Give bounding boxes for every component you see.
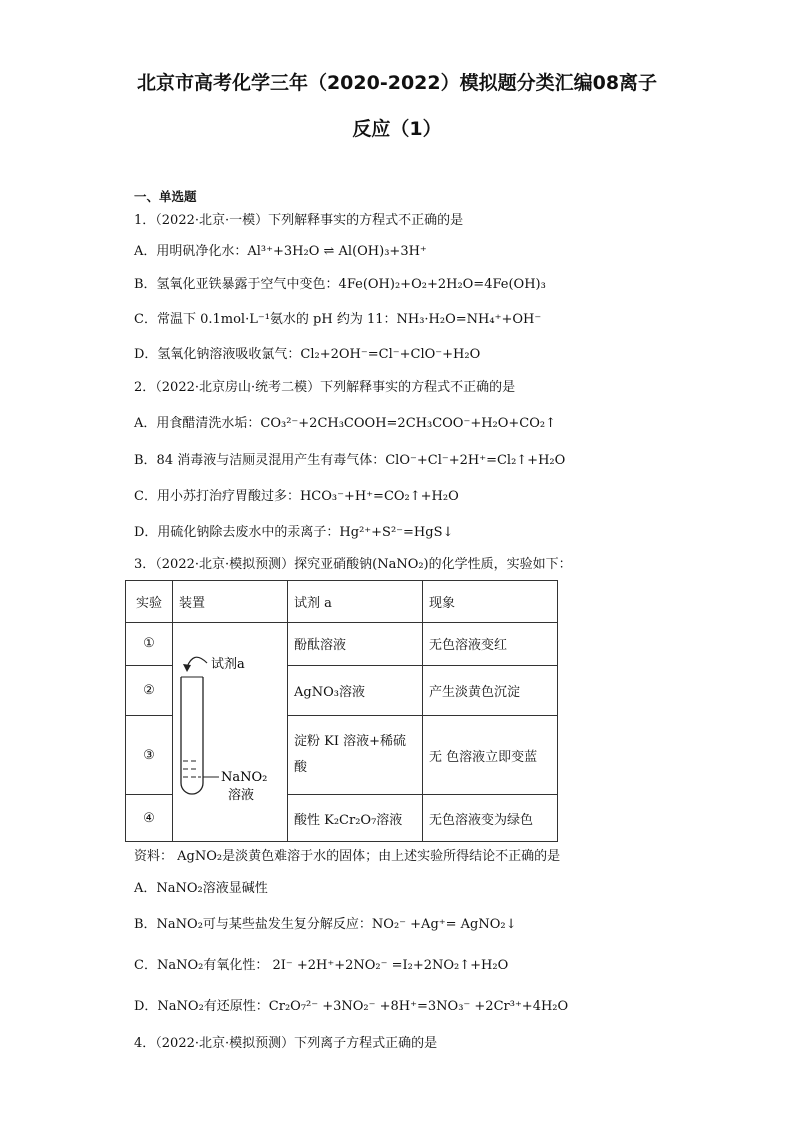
question-2-option-c: C．用小苏打治疗胃酸过多：HCO₃⁻+H⁺=CO₂↑+H₂O [134, 489, 459, 504]
header-cell: 实验 [126, 581, 173, 623]
header-cell: 试剂 a [288, 581, 423, 623]
question-1-option-d: D．氢氧化钠溶液吸收氯气：Cl₂+2OH⁻=Cl⁻+ClO⁻+H₂O [134, 347, 481, 362]
section-heading: 一、单选题 [134, 189, 197, 204]
solution-label-1: NaNO₂ [221, 770, 268, 785]
reagent-a-label: 试剂a [211, 657, 245, 672]
experiment-table [125, 580, 558, 842]
question-2-stem: 2．（2022·北京房山·统考二模）下列解释事实的方程式不正确的是 [134, 380, 516, 395]
question-3-option-b: B．NaNO₂可与某些盐发生复分解反应：NO₂⁻ +Ag⁺= AgNO₂↓ [134, 917, 517, 932]
reagent-cell: 淀粉 KI 溶液+稀硫酸 [288, 716, 423, 795]
solution-label-2: 溶液 [228, 788, 255, 803]
question-1-option-c: C．常温下 0.1mol·L⁻¹氨水的 pH 约为 11：NH₃·H₂O=NH₄⁺+OH⁻ [134, 312, 542, 327]
reagent-cell: 酚酞溶液 [288, 623, 423, 666]
question-2-option-a: A．用食醋清洗水垢：CO₃²⁻+2CH₃COOH=2CH₃COO⁻+H₂O+CO₂↑ [134, 416, 557, 431]
experiment-number: ③ [126, 716, 173, 795]
question-3-option-c: C．NaNO₂有氧化性： 2I⁻ +2H⁺+2NO₂⁻ =I₂+2NO₂↑+H₂O [134, 958, 509, 973]
phenomenon-cell: 无色溶液变为绿色 [423, 795, 558, 842]
header-cell: 装置 [173, 581, 288, 623]
question-3-note: 资料： AgNO₂是淡黄色难溶于水的固体；由上述实验所得结论不正确的是 [134, 849, 561, 864]
question-1-stem: 1．（2022·北京·一模）下列解释事实的方程式不正确的是 [134, 213, 464, 228]
experiment-number: ① [126, 623, 173, 666]
reagent-cell: 酸性 K₂Cr₂O₇溶液 [288, 795, 423, 842]
arrow-head [183, 664, 191, 672]
experiment-number: ② [126, 665, 173, 716]
apparatus-cell [173, 623, 288, 842]
test-tube-icon [181, 677, 203, 794]
document-title-line-1: 北京市高考化学三年（2020-2022）模拟题分类汇编08离子 [136, 72, 658, 94]
phenomenon-cell: 产生淡黄色沉淀 [423, 665, 558, 716]
document-title-line-2: 反应（1） [352, 118, 442, 140]
reagent-cell: AgNO₃溶液 [288, 665, 423, 716]
question-2-option-d: D．用硫化钠除去废水中的汞离子：Hg²⁺+S²⁻=HgS↓ [134, 525, 454, 540]
question-1-option-b: B．氢氧化亚铁暴露于空气中变色：4Fe(OH)₂+O₂+2H₂O=4Fe(OH)₃ [134, 277, 546, 292]
question-3-stem: 3．（2022·北京·模拟预测）探究亚硝酸钠(NaNO₂)的化学性质，实验如下： [134, 557, 572, 572]
table-header-row [126, 581, 558, 623]
phenomenon-cell: 无 色溶液立即变蓝 [423, 716, 558, 795]
question-3-option-a: A．NaNO₂溶液显碱性 [134, 881, 268, 896]
header-cell: 现象 [423, 581, 558, 623]
question-3-option-d: D．NaNO₂有还原性：Cr₂O₇²⁻ +3NO₂⁻ +8H⁺=3NO₃⁻ +2Cr³⁺+4H₂O [134, 999, 569, 1014]
question-1-option-a: A．用明矾净化水：Al³⁺+3H₂O ⇌ Al(OH)₃+3H⁺ [134, 244, 427, 259]
question-4-stem: 4．（2022·北京·模拟预测）下列离子方程式正确的是 [134, 1036, 438, 1051]
question-2-option-b: B．84 消毒液与洁厕灵混用产生有毒气体：ClO⁻+Cl⁻+2H⁺=Cl₂↑+H₂O [134, 453, 566, 468]
phenomenon-cell: 无色溶液变红 [423, 623, 558, 666]
test-tube-diagram [173, 623, 287, 837]
experiment-number: ④ [126, 795, 173, 842]
table-row [126, 623, 558, 666]
